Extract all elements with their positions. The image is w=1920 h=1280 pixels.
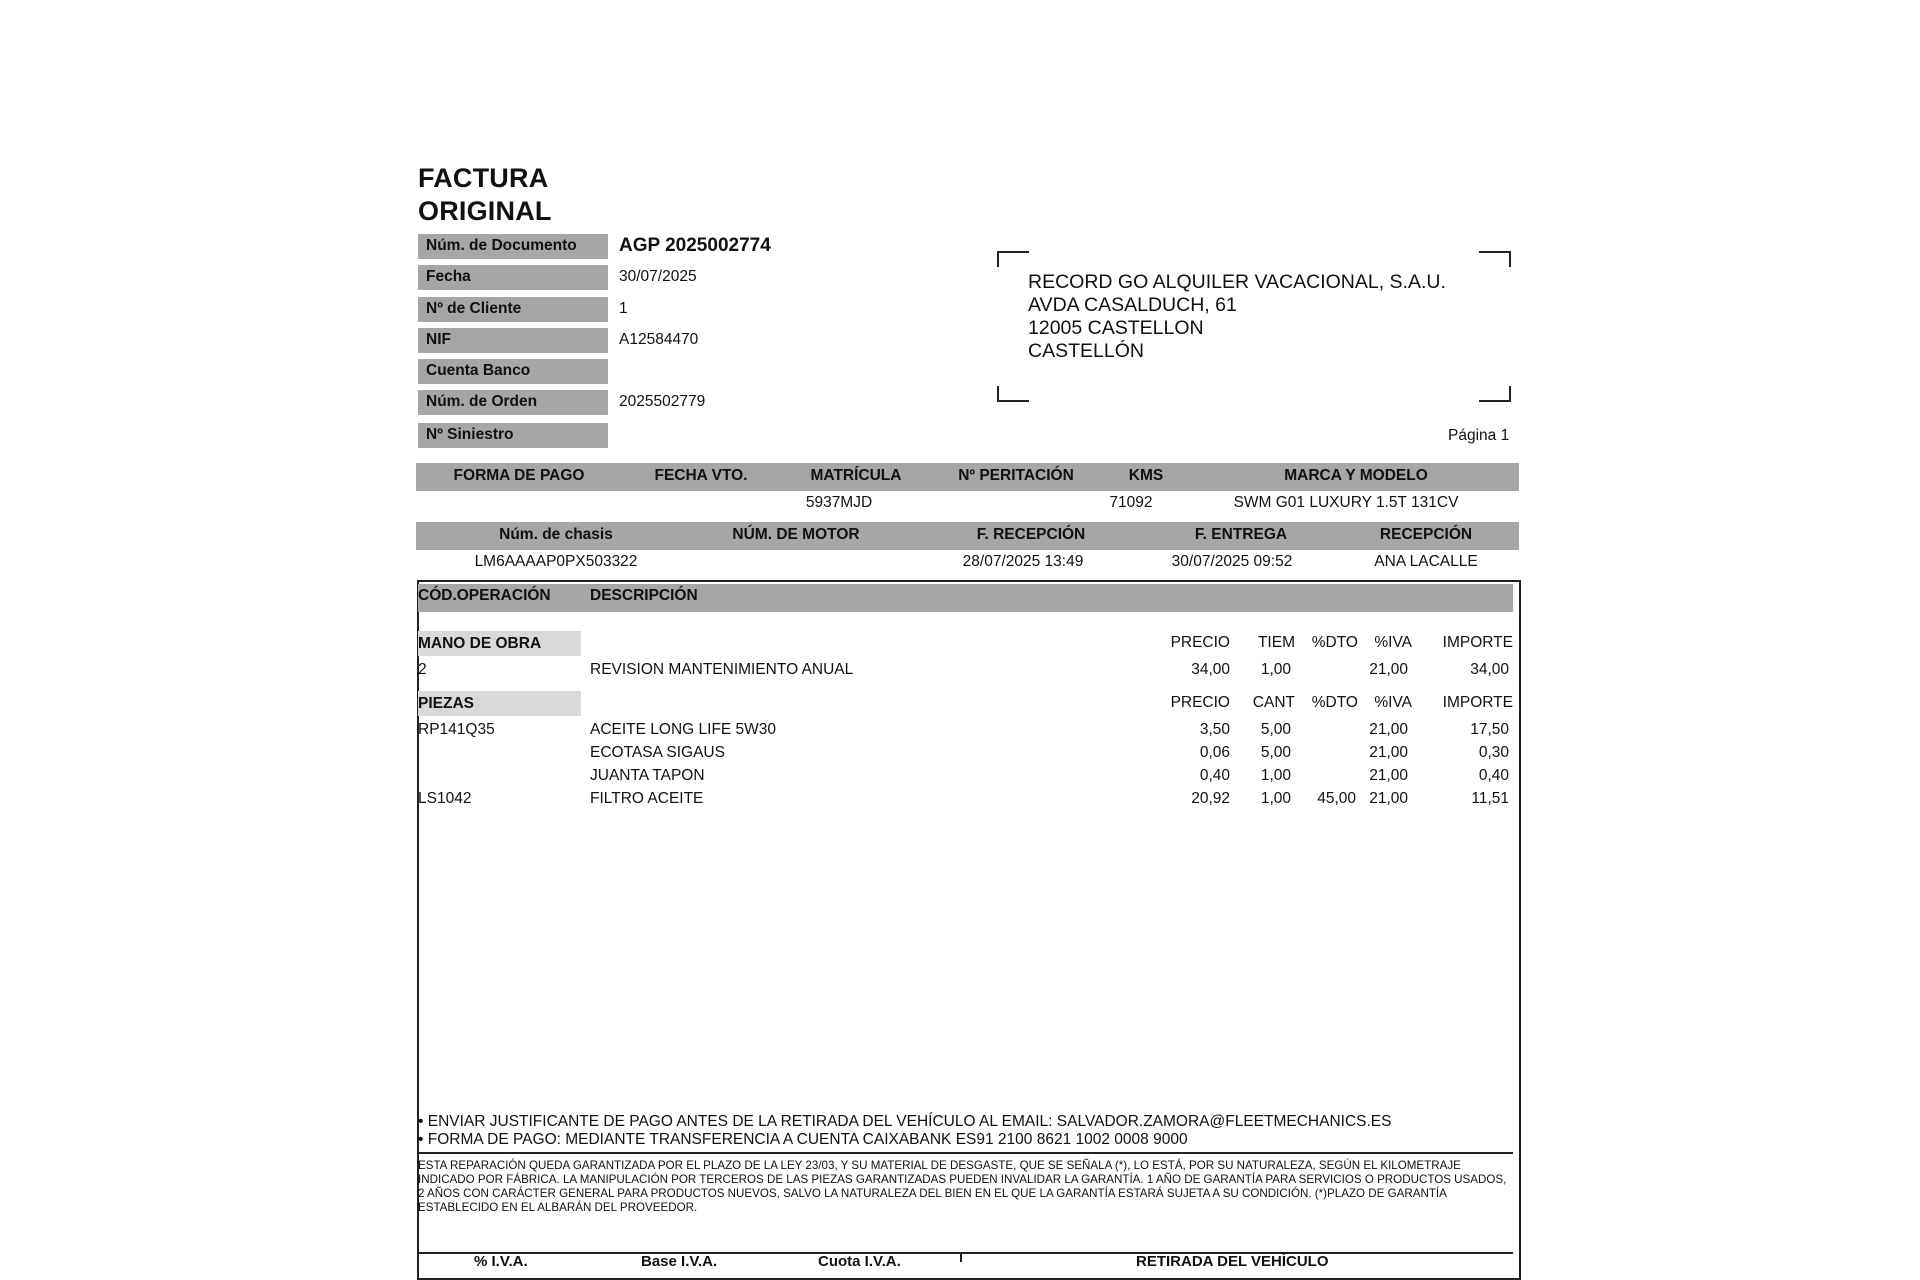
- vehicle-values-row-2: [416, 553, 1519, 575]
- footer-vat-amount: Cuota I.V.A.: [818, 1253, 901, 1270]
- section-parts-title: PIEZAS: [418, 691, 581, 716]
- row-price: 0,40: [1199, 767, 1230, 784]
- footer-divider: [418, 1252, 1513, 1254]
- delivery-date-value: 30/07/2025 09:52: [1171, 553, 1293, 570]
- plate-value: 5937MJD: [805, 494, 873, 511]
- parts-col-amount: IMPORTE: [1442, 694, 1513, 711]
- label-date: Fecha: [418, 265, 608, 293]
- row-description: ACEITE LONG LIFE 5W30: [590, 721, 777, 738]
- row-description: ECOTASA SIGAUS: [590, 744, 725, 761]
- row-amount: 17,50: [1470, 721, 1509, 738]
- nif-value: A12584470: [619, 331, 699, 348]
- notes-divider: [418, 1152, 1513, 1154]
- recipient-city: 12005 CASTELLON: [1028, 317, 1204, 339]
- kms-value: 71092: [1109, 494, 1153, 511]
- address-corner-bottom-left: [997, 386, 1029, 402]
- label-order-number: Núm. de Orden: [418, 390, 608, 418]
- row-code: LS1042: [418, 790, 472, 807]
- parts-col-discount: %DTO: [1311, 694, 1358, 711]
- document-number: AGP 2025002774: [619, 235, 771, 256]
- row-vat: 21,00: [1369, 790, 1408, 807]
- labor-col-vat: %IVA: [1374, 634, 1412, 651]
- labor-col-discount: %DTO: [1311, 634, 1358, 651]
- footer-vat-base: Base I.V.A.: [641, 1253, 718, 1270]
- parts-col-quantity: CANT: [1252, 694, 1295, 711]
- row-vat: 21,00: [1369, 661, 1408, 678]
- warranty-legal-text: ESTA REPARACIÓN QUEDA GARANTIZADA POR EL PLAZO DE LA LEY 23/03, Y SU MATERIAL DE DESGASTE, QUE SE SEÑALA (*), LO ESTÁ, POR SU NATURALEZA, SEGÚN EL KILOMETRAJE INDICADO POR FÁBRICA. LA MANIPULACIÓN POR TERCEROS DE LAS PIEZAS GARANTIZADAS PUEDEN INVALIDAR LA GARANTÍA. 1 AÑO DE GARANTÍA PARA SERVICIOS O PRODUCTOS USADOS, 2 AÑOS CON CARÁCTER GENERAL PARA PRODUCTOS NUEVOS, SALVO LA NATURALEZA DEL BIEN EN EL QUE LA GARANTÍA ESTARÁ SUJETA A SU CONDICIÓN. (*)PLAZO DE GARANTÍA ESTABLECIDO EN EL ALBARÁN DEL PROVEEDOR.: [418, 1159, 1507, 1214]
- header-operation-code: CÓD.OPERACIÓN: [418, 587, 551, 604]
- labor-col-time: TIEM: [1257, 634, 1295, 651]
- header-appraisal-number: Nº PERITACIÓN: [958, 467, 1074, 484]
- label-bank-account: Cuenta Banco: [418, 359, 608, 387]
- row-description: REVISION MANTENIMIENTO ANUAL: [590, 661, 854, 678]
- payment-method-note: • FORMA DE PAGO: MEDIANTE TRANSFERENCIA A CUENTA CAIXABANK ES91 2100 8621 1002 0008 9000: [418, 1131, 1188, 1148]
- make-model-value: SWM G01 LUXURY 1.5T 131CV: [1233, 494, 1459, 511]
- invoice-date: 30/07/2025: [619, 268, 697, 285]
- header-delivery-date: F. ENTREGA: [1194, 526, 1288, 543]
- row-description: FILTRO ACEITE: [590, 790, 704, 807]
- header-reception-date: F. RECEPCIÓN: [976, 526, 1086, 543]
- address-corner-bottom-right: [1479, 386, 1511, 402]
- footer-vehicle-pickup: RETIRADA DEL VEHÍCULO: [1136, 1253, 1329, 1270]
- header-payment-method: FORMA DE PAGO: [453, 467, 585, 484]
- vehicle-header-bar-1: [416, 463, 1519, 491]
- row-vat: 21,00: [1369, 767, 1408, 784]
- header-due-date: FECHA VTO.: [654, 467, 748, 484]
- document-title: FACTURA: [418, 163, 549, 193]
- section-labor-title: MANO DE OBRA: [418, 631, 581, 656]
- recipient-street: AVDA CASALDUCH, 61: [1028, 294, 1237, 316]
- row-discount: 45,00: [1317, 790, 1356, 807]
- header-chassis-number: Núm. de chasis: [499, 526, 613, 543]
- labor-col-amount: IMPORTE: [1442, 634, 1513, 651]
- row-amount: 11,51: [1471, 790, 1509, 807]
- label-claim-number: Nº Siniestro: [418, 423, 608, 451]
- address-corner-top-right: [1479, 251, 1511, 267]
- chassis-number-value: LM6AAAAP0PX503322: [474, 553, 638, 570]
- parts-col-vat: %IVA: [1374, 694, 1412, 711]
- row-description: JUANTA TAPON: [590, 767, 705, 784]
- row-quantity: 1,00: [1260, 661, 1291, 678]
- row-code: 2: [418, 661, 427, 678]
- vehicle-values-row-1: [416, 494, 1519, 516]
- row-code: RP141Q35: [418, 721, 495, 738]
- footer-column-divider: [960, 1252, 962, 1262]
- parts-col-price: PRECIO: [1170, 694, 1230, 711]
- row-quantity: 5,00: [1260, 721, 1291, 738]
- header-description: DESCRIPCIÓN: [590, 587, 698, 604]
- reception-date-value: 28/07/2025 13:49: [962, 553, 1084, 570]
- row-price: 0,06: [1199, 744, 1230, 761]
- header-received-by: RECEPCIÓN: [1379, 526, 1473, 543]
- vehicle-header-bar-2: [416, 522, 1519, 550]
- row-vat: 21,00: [1369, 721, 1408, 738]
- recipient-name: RECORD GO ALQUILER VACACIONAL, S.A.U.: [1028, 271, 1446, 293]
- row-price: 34,00: [1191, 661, 1230, 678]
- header-engine-number: NÚM. DE MOTOR: [732, 526, 860, 543]
- row-amount: 0,30: [1478, 744, 1509, 761]
- header-kms: KMS: [1128, 467, 1164, 484]
- address-corner-top-left: [997, 251, 1029, 267]
- row-vat: 21,00: [1369, 744, 1408, 761]
- labor-col-price: PRECIO: [1170, 634, 1230, 651]
- footer-vat-percent: % I.V.A.: [474, 1253, 528, 1270]
- row-amount: 34,00: [1470, 661, 1509, 678]
- page-number: Página 1: [1448, 427, 1510, 444]
- client-number: 1: [619, 300, 628, 317]
- label-client-number: Nº de Cliente: [418, 297, 608, 325]
- row-amount: 0,40: [1478, 767, 1509, 784]
- document-subtitle: ORIGINAL: [418, 196, 552, 226]
- row-quantity: 5,00: [1260, 744, 1291, 761]
- row-quantity: 1,00: [1260, 790, 1291, 807]
- header-plate: MATRÍCULA: [810, 467, 902, 484]
- payment-proof-note: • ENVIAR JUSTIFICANTE DE PAGO ANTES DE LA RETIRADA DEL VEHÍCULO AL EMAIL: SALVADOR.ZAMORA@FLEETMECHANICS.ES: [418, 1113, 1392, 1130]
- row-price: 20,92: [1191, 790, 1230, 807]
- header-make-model: MARCA Y MODELO: [1284, 467, 1428, 484]
- row-price: 3,50: [1199, 721, 1230, 738]
- label-document-number: Núm. de Documento: [418, 234, 608, 262]
- recipient-province: CASTELLÓN: [1028, 340, 1144, 362]
- row-quantity: 1,00: [1260, 767, 1291, 784]
- received-by-value: ANA LACALLE: [1374, 553, 1478, 570]
- order-number: 2025502779: [619, 393, 706, 410]
- label-nif: NIF: [418, 328, 608, 356]
- operations-header-bar: [418, 584, 1513, 612]
